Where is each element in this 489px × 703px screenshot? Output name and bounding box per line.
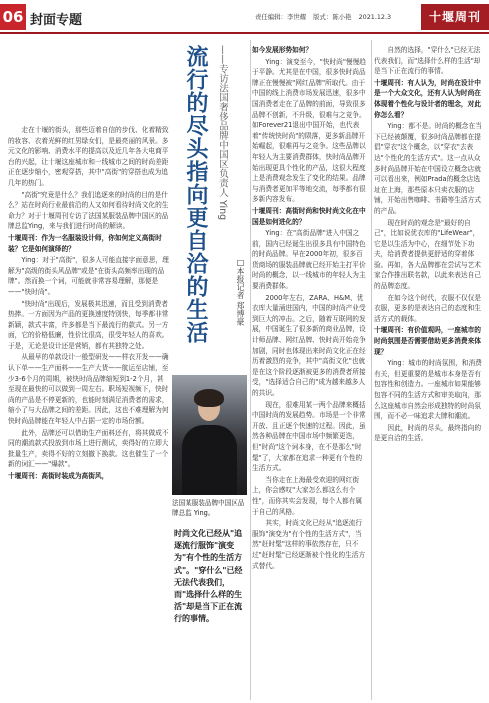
page-number: 06	[0, 4, 26, 30]
credits	[255, 12, 396, 21]
interview-question: 如今发展形势如何？	[252, 46, 313, 54]
column-divider	[250, 40, 251, 700]
publication-logo: 十堰周刊	[421, 4, 489, 30]
page-header	[0, 0, 489, 34]
body-paragraph: Ying：在"高街品牌"进入中国之前，国内已经诞生出很多具有中国特色的时尚品牌。早在2000年初，很多百货商场的服装品牌就已经开始主打平价时尚的概念，以一线城市的年轻人为主要消费群体。	[252, 229, 366, 291]
issue-date: 2021.12.3	[358, 13, 392, 21]
portrait-photo	[172, 375, 247, 495]
body-paragraph: 在如今这个时代，衣服不仅仅是衣服，更多的是表达自己的态度和生活方式的载体。	[374, 293, 482, 323]
body-paragraph: "快时尚"出现后，发展极其迅速，而且受到消费者热捧。一方面因为产品的更换速度特别快，每季都非常新颖，款式丰富，许多都是当下最流行的款式。另一方面，它的价格低廉，性价比很高，很受年轻人的喜欢。于是，无论是设计还是营销，都有其独特之处。	[8, 299, 169, 350]
headline: 流行的尽头指向更自洽的生活	[183, 45, 209, 344]
interview-question: 十堰周刊：高街时尚和快时尚文化在中国是如何进化的？	[252, 206, 366, 226]
column-divider	[371, 40, 372, 700]
interview-question: 十堰周刊：高街时装成为高街风，	[8, 472, 109, 480]
section-title: 封面专题	[30, 13, 83, 28]
interview-question: 十堰周刊：有人认为，时尚在设计中是一个大众文化，还有人认为时尚在体现着个性化与设计者的理念，对此你怎么看？	[374, 78, 481, 119]
body-paragraph: 走在十堰的街头，那些迈着自信的步伐、化着精致的妆容、衣着光鲜的红男绿女们，是最亮丽的风景。多元文化的影响、消费水平的提高以及近几年各大电商平台的兴起，让十堰这座城市和一线城市之间的时尚差距正在逐步缩小，密观穿搭，其中"高街"的穿搭也成为追几年的热门。	[8, 126, 169, 187]
interview-question: 十堰周刊：有价值观吗，一座城市的时尚氛围是否需要借助更多消费来体现？	[374, 326, 481, 356]
body-paragraph: 现在，很难用某一两个品牌来概括中国时尚的发展趋势。市场是一个非常开放、且正逐个快速的过程。因此，虽然各种品牌在中国市场中频繁更迭，但"时尚"这个词本身，在不是那么"时髦"了，大家都在追求一种更有个性的生活方式。	[252, 400, 366, 473]
subheadline: ——专访法国奢侈品牌中国区负责人 Ying	[217, 45, 228, 221]
body-paragraph: Ying：城市的时尚氛围，和消费有关，但更重要的是城市本身是否有包容性和创造力。一座城市如果能够包容不同的生活方式和审美取向，那么这座城市自然会形成独特的时尚氛围，而不必一味追求大牌和潮流。	[374, 359, 482, 421]
body-paragraph: 此外，品牌还可以借助生产面料还有，将其做成不同的潮流款式投放到市场上进行测试，卖得好的立即大批量生产，卖得不好的立刻撤下换款。这也催生了一个新的词汇——"爆款"。	[8, 428, 169, 469]
body-paragraph: 当你走在上海最受欢迎的网红街上，你会感叹"大家怎么都这么有个性"，而你其实会发现，每个人都有属于自己的风格。	[252, 475, 363, 516]
photo-caption: 法国某服装品牌中国区品牌总监 Ying。	[172, 499, 245, 517]
pull-quote: 时尚文化已经从"追逐流行服饰"演变为"有个性的生活方式"。"穿什么"已经无法代表我们，而"选择什么样的生活"却是当下正在流行的事情。	[174, 529, 243, 624]
body-paragraph: "高街"究竟是什么？我们追逐来的时尚的目的是什么？站在时尚行业最前沿的人又如何看待时尚文化的生命力？对于十堰周刊专访了法国某服装品牌中国区的品牌总监Ying，来与我们进行时尚的解读。	[8, 190, 169, 231]
body-paragraph: 其实，时尚文化已经从"追逐流行服饰"演变为"有个性的生活方式"，当然"赶时髦"这样的事依然存在，只不过"赶时髦"已经逐渐被个性化的生活方式替代。	[252, 519, 366, 570]
body-paragraph: Ying：都不是。时尚的概念在当下已经被颠覆，很多时尚品牌都在提倡"穿衣"这个概念，以"穿衣"去表达"个性化的生活方式"。这一点从众多时尚品牌开始在中国设立概念店就可以看出来，例如Prada的概念店选址在上海，那些原本只卖衣服的店铺，开始出售咖啡、书籍等生活方式的产品。	[374, 122, 482, 215]
body-paragraph: 现在时尚的观念是"最好的自己"，比如说优衣库的"LifeWear"，它是以生活为中心，在细节处下功夫，给消费者提供更舒适的穿着体验。再如，各大品牌都在尝试与艺术家合作推出联名款，以此来表达自己的品牌态度。	[374, 218, 481, 291]
body-paragraph: 自然的选择，"穿什么"已经无法代表我们，而"选择什么样的生活"却是当下正在流行的事情。	[374, 46, 481, 76]
body-paragraph: Ying：演变至今，"快时尚"慢慢趋于平静。尤其是在中国，很多快时尚品牌正在慢慢被"网红品牌"所取代。由于中国的线上消费市场发展迅速，很多中国消费者走在了品牌的前面，导致很多品牌不创新，不升级，很难与之竞争。如Forever21退出中国开始，也代表着"传统快时尚"的陨落，更多新品牌开始崛起，很难再与之竞争。这些品牌以年轻人为主要消费群体，快时尚品牌开始出现更具个性化的产品，这很大程度上是消费观念发生了变化的结果。品牌与消费者更加平等地交流，每季都有很多新内容发布。	[252, 57, 366, 204]
interview-question: 十堰周刊：作为一名服装设计师，你如何定义高街时装？它是如何演绎的？	[8, 233, 162, 253]
article-column-2	[252, 45, 368, 697]
body-paragraph: 因此，时尚的尽头，最终指向的是更自洽的生活。	[374, 423, 482, 443]
byline: □本报记者 郑博豪	[236, 258, 245, 326]
body-paragraph: 2000年左右，ZARA、H&M、优衣库大量涌进国内，中国的时尚产业受到巨大的冲击。之后，随着互联网的发展，中国诞生了很多新的商业品牌，设计师品牌、网红品牌、快时尚开始竞争加剧，同时也体现出来时尚文化正在经历着激烈的竞争，其中"高街文化"也就是在这个阶段逐渐被更多的消费者所接受，"选择适合自己的"成为越来越多人的共识。	[252, 293, 366, 397]
editor-credit: 责任编辑：李世耀	[255, 13, 307, 21]
article-column-3	[374, 45, 486, 697]
designer-credit: 版式：陈小艳	[313, 13, 352, 21]
body-paragraph: 从最早的单款设计一般型研发——样衣开发——确认下单——生产面料——生产大货——航运至店铺，至少3-6个月的周期，被快时尚品牌缩短到1-2个月，甚至现在最快的可以做到一周左右。职场短视频下，快时尚的产品是不停更新的，也能时刻满足消费者的需求，缩小了与大品牌之间的差距。因此，这也不难理解为何快时尚品牌能在年轻人中占据一定的市场份额。	[8, 353, 169, 426]
body-paragraph: Ying：对于"高街"，很多人可能直接字面意思，理解为"高级的街头风品牌"或是"在街头高频率出现的品牌"。然而换一个词，可能就非常容易理解，那便是——"快时尚"。	[8, 256, 169, 296]
article-column-1	[8, 125, 169, 697]
